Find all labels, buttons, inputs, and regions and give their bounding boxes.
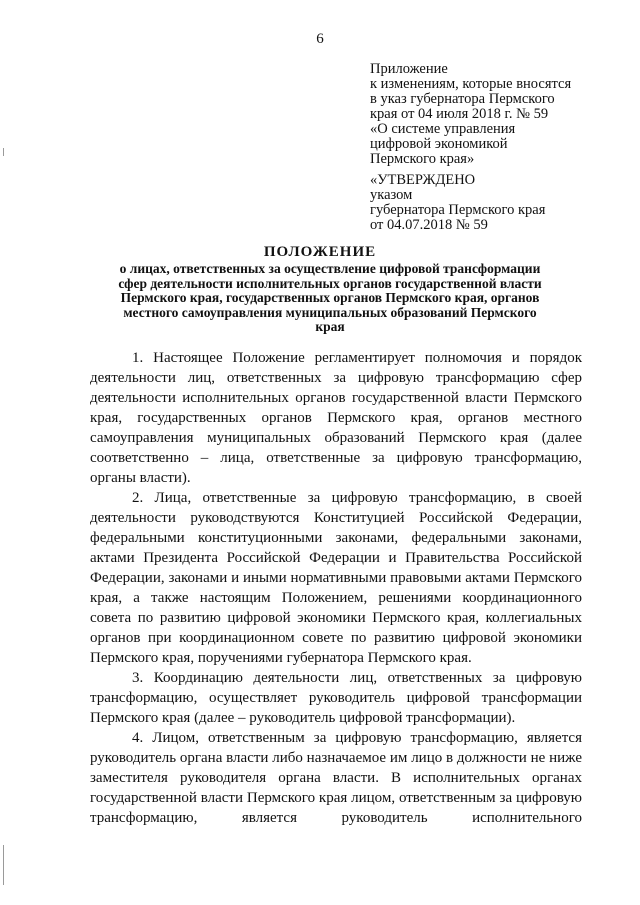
subtitle-line: края [315, 319, 345, 334]
paragraph-4: 4. Лицом, ответственным за цифровую трансформацию, является руководитель органа власти либо назначаемое им лицо в должности не ниже заместителя руководителя органа власти. В исполнительных органах государственной власти Пермского края лицом, ответственным за цифровую трансформацию, является руководитель исполнительного [90, 730, 582, 826]
document-body [90, 348, 582, 828]
paragraph-2: 2. Лица, ответственные за цифровую трансформацию, в своей деятельности руководствуются Конституцией Российской Федерации, федеральными конституционными законами, федеральными законами, актами Президента Российской Федерации и Правительства Российской Федерации, законами и иными нормативными правовыми актами Пермского края, а также настоящим Положением, решениями координационного совета по развитию цифровой экономики Пермского края, коллегиальных органов при координационном совете по развитию цифровой экономики Пермского края, поручениями губернатора Пермского края. [90, 490, 582, 666]
annex-line: в указ губернатора Пермского [370, 91, 555, 107]
approval-line: указом [370, 187, 413, 203]
subtitle-line: сфер деятельности исполнительных органов государственной власти [118, 275, 542, 291]
approval-line: «УТВЕРЖДЕНО [370, 172, 476, 188]
annex-line: цифровой экономикой [370, 136, 508, 152]
annex-line: к изменениям, которые вносятся [370, 76, 572, 92]
annex-line: «О системе управления [370, 121, 516, 137]
document-title: ПОЛОЖЕНИЕ [263, 244, 377, 260]
approval-line: губернатора Пермского края [370, 202, 546, 218]
page-number: 6 [316, 31, 324, 47]
approval-block [370, 173, 620, 233]
annex-line: Приложение [370, 61, 448, 77]
paragraph-3: 3. Координацию деятельности лиц, ответственных за цифровую трансформацию, осуществляет руководитель цифровой трансформации Пермского края (далее – руководитель цифровой трансформации). [90, 670, 582, 726]
scan-margin-mark [3, 845, 4, 885]
annex-block [370, 62, 620, 167]
subtitle-line: местного самоуправления муниципальных образований Пермского [123, 304, 537, 320]
annex-line: края от 04 июля 2018 г. № 59 [370, 106, 549, 122]
subtitle-line: Пермского края, государственных органов Пермского края, органов [120, 290, 540, 305]
document-subtitle [80, 262, 580, 335]
paragraph-1: 1. Настоящее Положение регламентирует полномочия и порядок деятельности лиц, ответственных за цифровую трансформацию сфер деятельности исполнительных органов государственной власти Пермского края, государственных органов Пермского края, органов местного самоуправления муниципальных образований Пермского края (далее соответственно – лица, ответственные за цифровую трансформацию, органы власти). [90, 350, 582, 486]
annex-line: Пермского края» [370, 151, 475, 167]
subtitle-line: о лицах, ответственных за осуществление цифровой трансформации [119, 261, 541, 276]
approval-line: от 04.07.2018 № 59 [370, 217, 488, 233]
scan-margin-mark [3, 148, 4, 156]
